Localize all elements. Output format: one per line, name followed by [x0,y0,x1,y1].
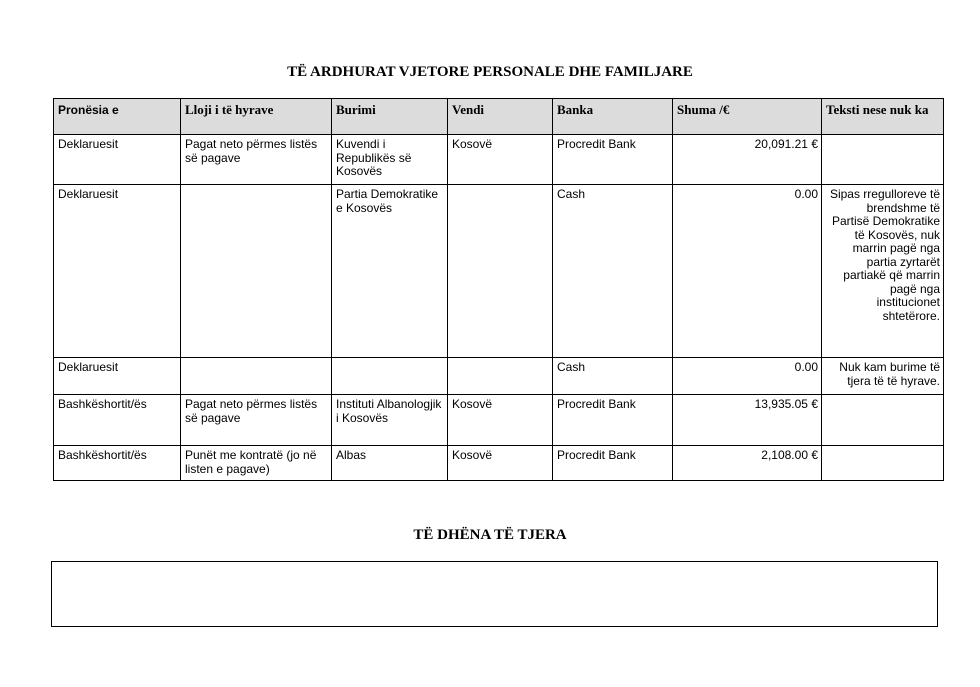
column-header-ownership: Pronësia e [54,99,181,135]
cell-income-type: Punët me kontratë (jo në listen e pagave) [181,446,332,481]
cell-country: Kosovë [448,395,553,446]
cell-bank: Procredit Bank [553,446,673,481]
table-row [54,135,944,185]
cell-country [448,358,553,395]
column-header-income-type: Lloji i të hyrave [181,99,332,135]
cell-source: Partia Demokratike e Kosovës [332,185,448,358]
cell-ownership: Deklaruesit [54,358,181,395]
table-row [54,358,944,395]
cell-source: Kuvendi i Republikës së Kosovës [332,135,448,185]
cell-income-type [181,358,332,395]
cell-amount: 0.00 [673,185,822,358]
cell-income-type: Pagat neto përmes listës së pagave [181,135,332,185]
other-data-box [51,561,938,627]
income-table [53,98,944,481]
column-header-note: Teksti nese nuk ka [822,99,944,135]
cell-country [448,185,553,358]
cell-bank: Procredit Bank [553,395,673,446]
column-header-amount: Shuma /€ [673,99,822,135]
cell-note [822,446,944,481]
cell-bank: Cash [553,358,673,395]
column-header-source: Burimi [332,99,448,135]
cell-ownership: Bashkëshortit/ës [54,395,181,446]
cell-note: Nuk kam burime të tjera të të hyrave. [822,358,944,395]
cell-source: Albas [332,446,448,481]
cell-source: Instituti Albanologjik i Kosovës [332,395,448,446]
cell-note [822,395,944,446]
cell-amount: 20,091.21 € [673,135,822,185]
cell-bank: Procredit Bank [553,135,673,185]
cell-bank: Cash [553,185,673,358]
column-header-bank: Banka [553,99,673,135]
table-row [54,395,944,446]
cell-ownership: Bashkëshortit/ës [54,446,181,481]
cell-amount: 0.00 [673,358,822,395]
cell-note [822,135,944,185]
cell-amount: 13,935.05 € [673,395,822,446]
cell-amount: 2,108.00 € [673,446,822,481]
column-header-country: Vendi [448,99,553,135]
cell-income-type [181,185,332,358]
cell-country: Kosovë [448,135,553,185]
other-data-title: TË DHËNA TË TJERA [413,527,567,543]
cell-country: Kosovë [448,446,553,481]
cell-income-type: Pagat neto përmes listës së pagave [181,395,332,446]
table-header-row [54,99,944,135]
cell-note: Sipas rregulloreve të brendshme të Partisë Demokratike të Kosovës, nuk marrin pagë nga partia zyrtarët partiakë që marrin pagë nga institucionet shtetërore. [822,185,944,358]
cell-ownership: Deklaruesit [54,185,181,358]
cell-source [332,358,448,395]
table-row [54,185,944,358]
page-title: TË ARDHURAT VJETORE PERSONALE DHE FAMILJARE [287,64,693,80]
table-row [54,446,944,481]
cell-ownership: Deklaruesit [54,135,181,185]
